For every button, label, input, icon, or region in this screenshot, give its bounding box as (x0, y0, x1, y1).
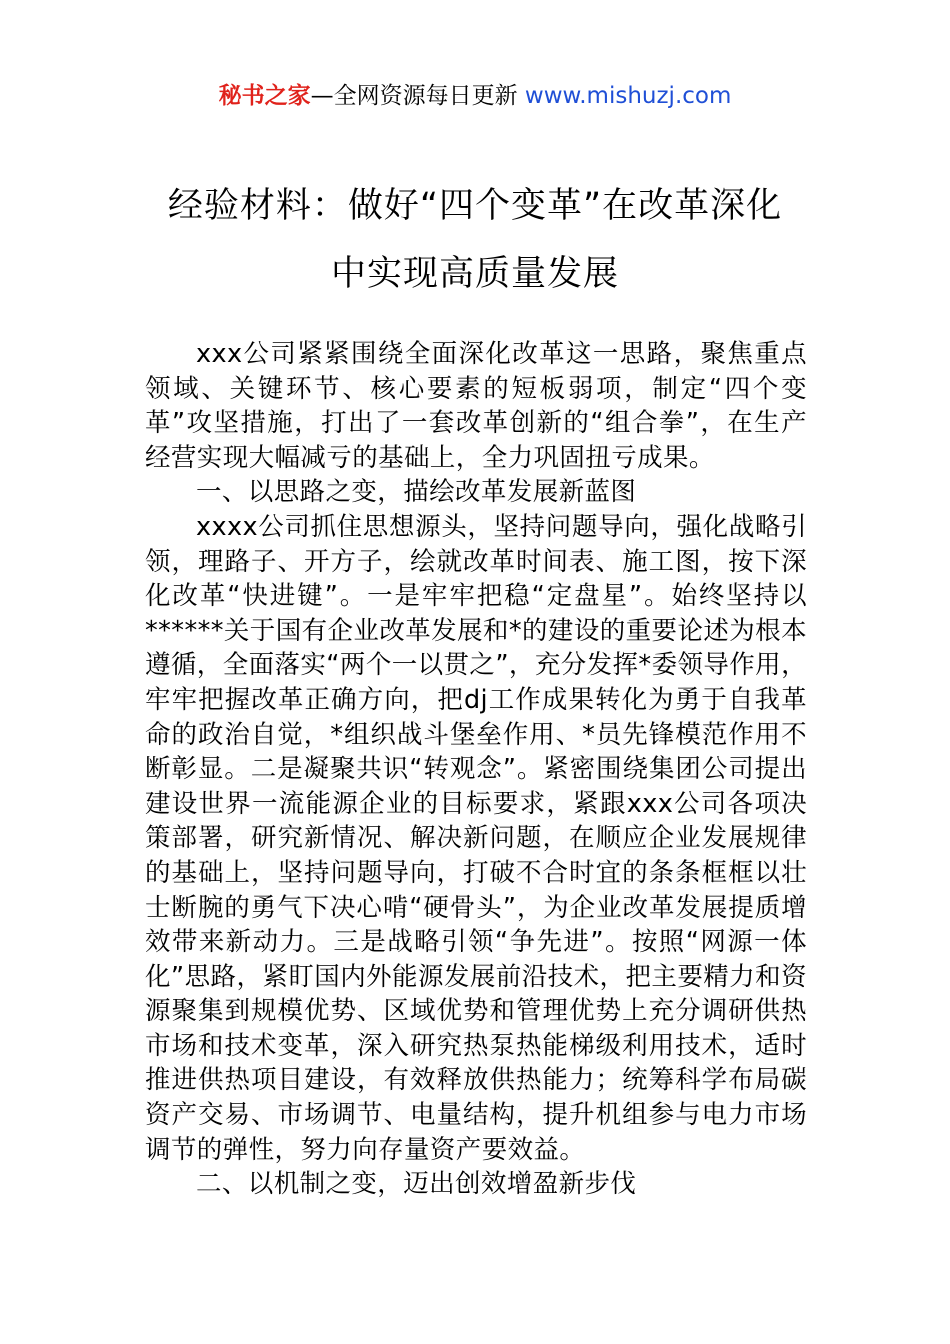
document-body (145, 337, 807, 1202)
document-title (0, 172, 950, 308)
section-heading-2: 二、以机制之变，迈出创效增盈新步伐 (196, 1169, 637, 1200)
section-1-paragraph: xxxx公司抓住思想源头，坚持问题导向，强化战略引领，理路子、开方子，绘就改革时间表、施工图，按下深化改革“快进键”。一是牢牢把稳“定盘星”。始终坚持以******关于国有企业改革发展和*的建设的重要论述为根本遵循，全面落实“两个一以贯之”，充分发挥*委领导作用，牢牢把握改革正确方向，把dj工作成果转化为勇于自我革命的政治自觉，*组织战斗堡垒作用、*员先锋模范作用不断彰显。二是凝聚共识“转观念”。紧密围绕集团公司提出建设世界一流能源企业的目标要求，紧跟xxx公司各项决策部署，研究新情况、解决新问题，在顺应企业发展规律的基础上，坚持问题导向，打破不合时宜的条条框框以壮士断腕的勇气下决心啃“硬骨头”，为企业改革发展提质增效带来新动力。三是战略引领“争先进”。按照“网源一体化”思路，紧盯国内外能源发展前沿技术，把主要精力和资源聚集到规模优势、区域优势和管理优势上充分调研供热市场和技术变革，深入研究热泵热能梯级利用技术，适时推进供热项目建设，有效释放供热能力；统筹科学布局碳资产交易、市场调节、电量结构，提升机组参与电力市场调节的弹性，努力向存量资产要效益。 (145, 511, 807, 1165)
title-line-1: 经验材料：做好“四个变革”在改革深化 (167, 186, 783, 226)
site-header (0, 80, 950, 112)
site-url-link[interactable]: www.mishuzj.com (524, 83, 732, 109)
section-heading-1: 一、以思路之变，描绘改革发展新蓝图 (196, 477, 637, 508)
site-brand: 秘书之家 (218, 83, 311, 109)
site-tagline: —全网资源每日更新 (310, 83, 525, 109)
title-line-2: 中实现高质量发展 (330, 254, 619, 294)
intro-paragraph: xxx公司紧紧围绕全面深化改革这一思路，聚焦重点领域、关键环节、核心要素的短板弱项，制定“四个变革”攻坚措施，打出了一套改革创新的“组合拳”，在生产经营实现大幅减亏的基础上，全力巩固扭亏成果。 (145, 339, 807, 473)
